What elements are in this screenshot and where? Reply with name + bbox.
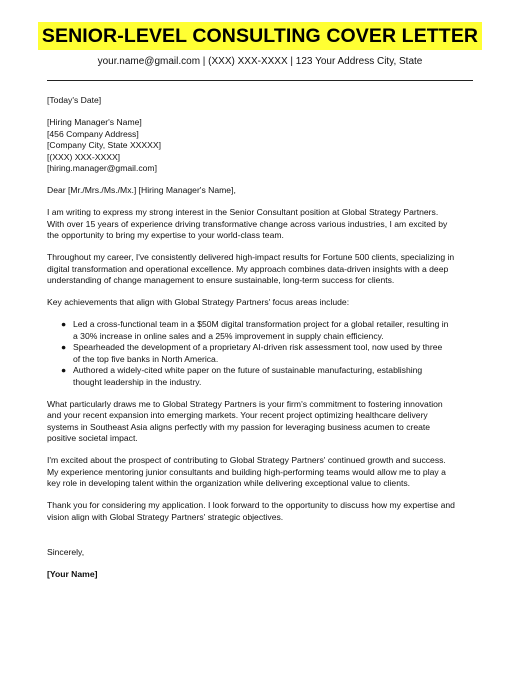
- paragraph-career: [47, 252, 477, 287]
- paragraph-line: I'm excited about the prospect of contributing to Global Strategy Partners' continued growth and success.: [47, 455, 446, 465]
- paragraph-line: and your recent expansion into emerging markets. Your recent project optimizing healthcare delivery: [47, 410, 428, 420]
- list-item-line: Spearheaded the development of a proprietary AI-driven risk assessment tool, now used by three: [73, 342, 443, 352]
- paragraph-line: My experience mentoring junior consultants and building high-performing teams would allow me to play a: [47, 466, 446, 477]
- paragraph-line: Thank you for considering my application. I look forward to the opportunity to discuss how my expertise and: [47, 500, 455, 510]
- title-wrap: [0, 22, 520, 50]
- list-item-line: a 30% increase in online sales and a 25% improvement in supply chain efficiency.: [73, 330, 384, 341]
- closing: Sincerely,: [47, 546, 85, 557]
- header-divider: [47, 80, 473, 81]
- recipient-phone: [(XXX) XXX-XXXX]: [47, 151, 121, 162]
- paragraph-line: With over 15 years of experience driving transformative change across various industries, I am excited by: [47, 218, 448, 229]
- contact-line: your.name@gmail.com | (XXX) XXX-XXXX | 123 Your Address City, State: [97, 56, 423, 67]
- bullet-icon: ●: [61, 319, 67, 329]
- paragraph-contribution: [47, 455, 477, 490]
- list-item: [61, 365, 477, 388]
- achievements-list: [47, 319, 477, 388]
- paragraph-line: What particularly draws me to Global Strategy Partners is your firm's commitment to fostering innovation: [47, 398, 443, 409]
- paragraph-line: digital transformation and operational excellence. My approach combines data-driven insights with a deep: [47, 263, 449, 274]
- bullet-icon: ●: [61, 342, 67, 352]
- paragraph-line: I am writing to express my strong interest in the Senior Consultant position at Global Strategy Partners.: [47, 207, 439, 217]
- letter-date: [Today's Date]: [47, 95, 102, 105]
- recipient-email: [hiring.manager@gmail.com]: [47, 163, 157, 173]
- paragraph-thanks: [47, 500, 477, 523]
- list-item-line: Led a cross-functional team in a $50M digital transformation project for a global retailer, resulting in: [73, 319, 449, 329]
- paragraph-motivation: [47, 399, 477, 445]
- paragraph-line: Throughout my career, I've consistently delivered high-impact results for Fortune 500 clients, specializing in: [47, 252, 455, 262]
- recipient-city: [Company City, State XXXXX]: [47, 140, 161, 150]
- paragraph-line: the opportunity to bring my expertise to your world-class team.: [47, 230, 284, 240]
- list-item-line: Authored a widely-cited white paper on the future of sustainable manufacturing, establishing: [73, 365, 423, 375]
- salutation: Dear [Mr./Mrs./Ms./Mx.] [Hiring Manager's Name],: [47, 185, 236, 195]
- bullet-icon: ●: [61, 365, 67, 375]
- paragraph-line: systems in Southeast Asia aligns perfectly with my passion for leveraging business acumen to create: [47, 421, 431, 432]
- page-title: SENIOR-LEVEL CONSULTING COVER LETTER: [38, 22, 482, 50]
- list-item: [61, 319, 477, 342]
- recipient-name: [Hiring Manager's Name]: [47, 117, 142, 127]
- paragraph-line: positive societal impact.: [47, 433, 138, 443]
- letter-body: [47, 95, 477, 591]
- paragraph-line: understanding of change management to ensure sustainable, long-term success for clients.: [47, 275, 395, 285]
- list-item-line: thought leadership in the industry.: [73, 376, 202, 387]
- paragraph-line: vision align with Global Strategy Partners' strategic objectives.: [47, 511, 284, 522]
- recipient-street: [456 Company Address]: [47, 128, 139, 139]
- paragraph-line: key role in developing talent within the organization while delivering exceptional value to clients.: [47, 478, 411, 488]
- achievements-intro: Key achievements that align with Global Strategy Partners' focus areas include:: [47, 297, 350, 307]
- list-item-line: of the top five banks in North America.: [73, 353, 219, 364]
- signature-name: [Your Name]: [47, 568, 98, 579]
- recipient-address: [47, 117, 477, 175]
- paragraph-intro: [47, 207, 477, 242]
- list-item: [61, 342, 477, 365]
